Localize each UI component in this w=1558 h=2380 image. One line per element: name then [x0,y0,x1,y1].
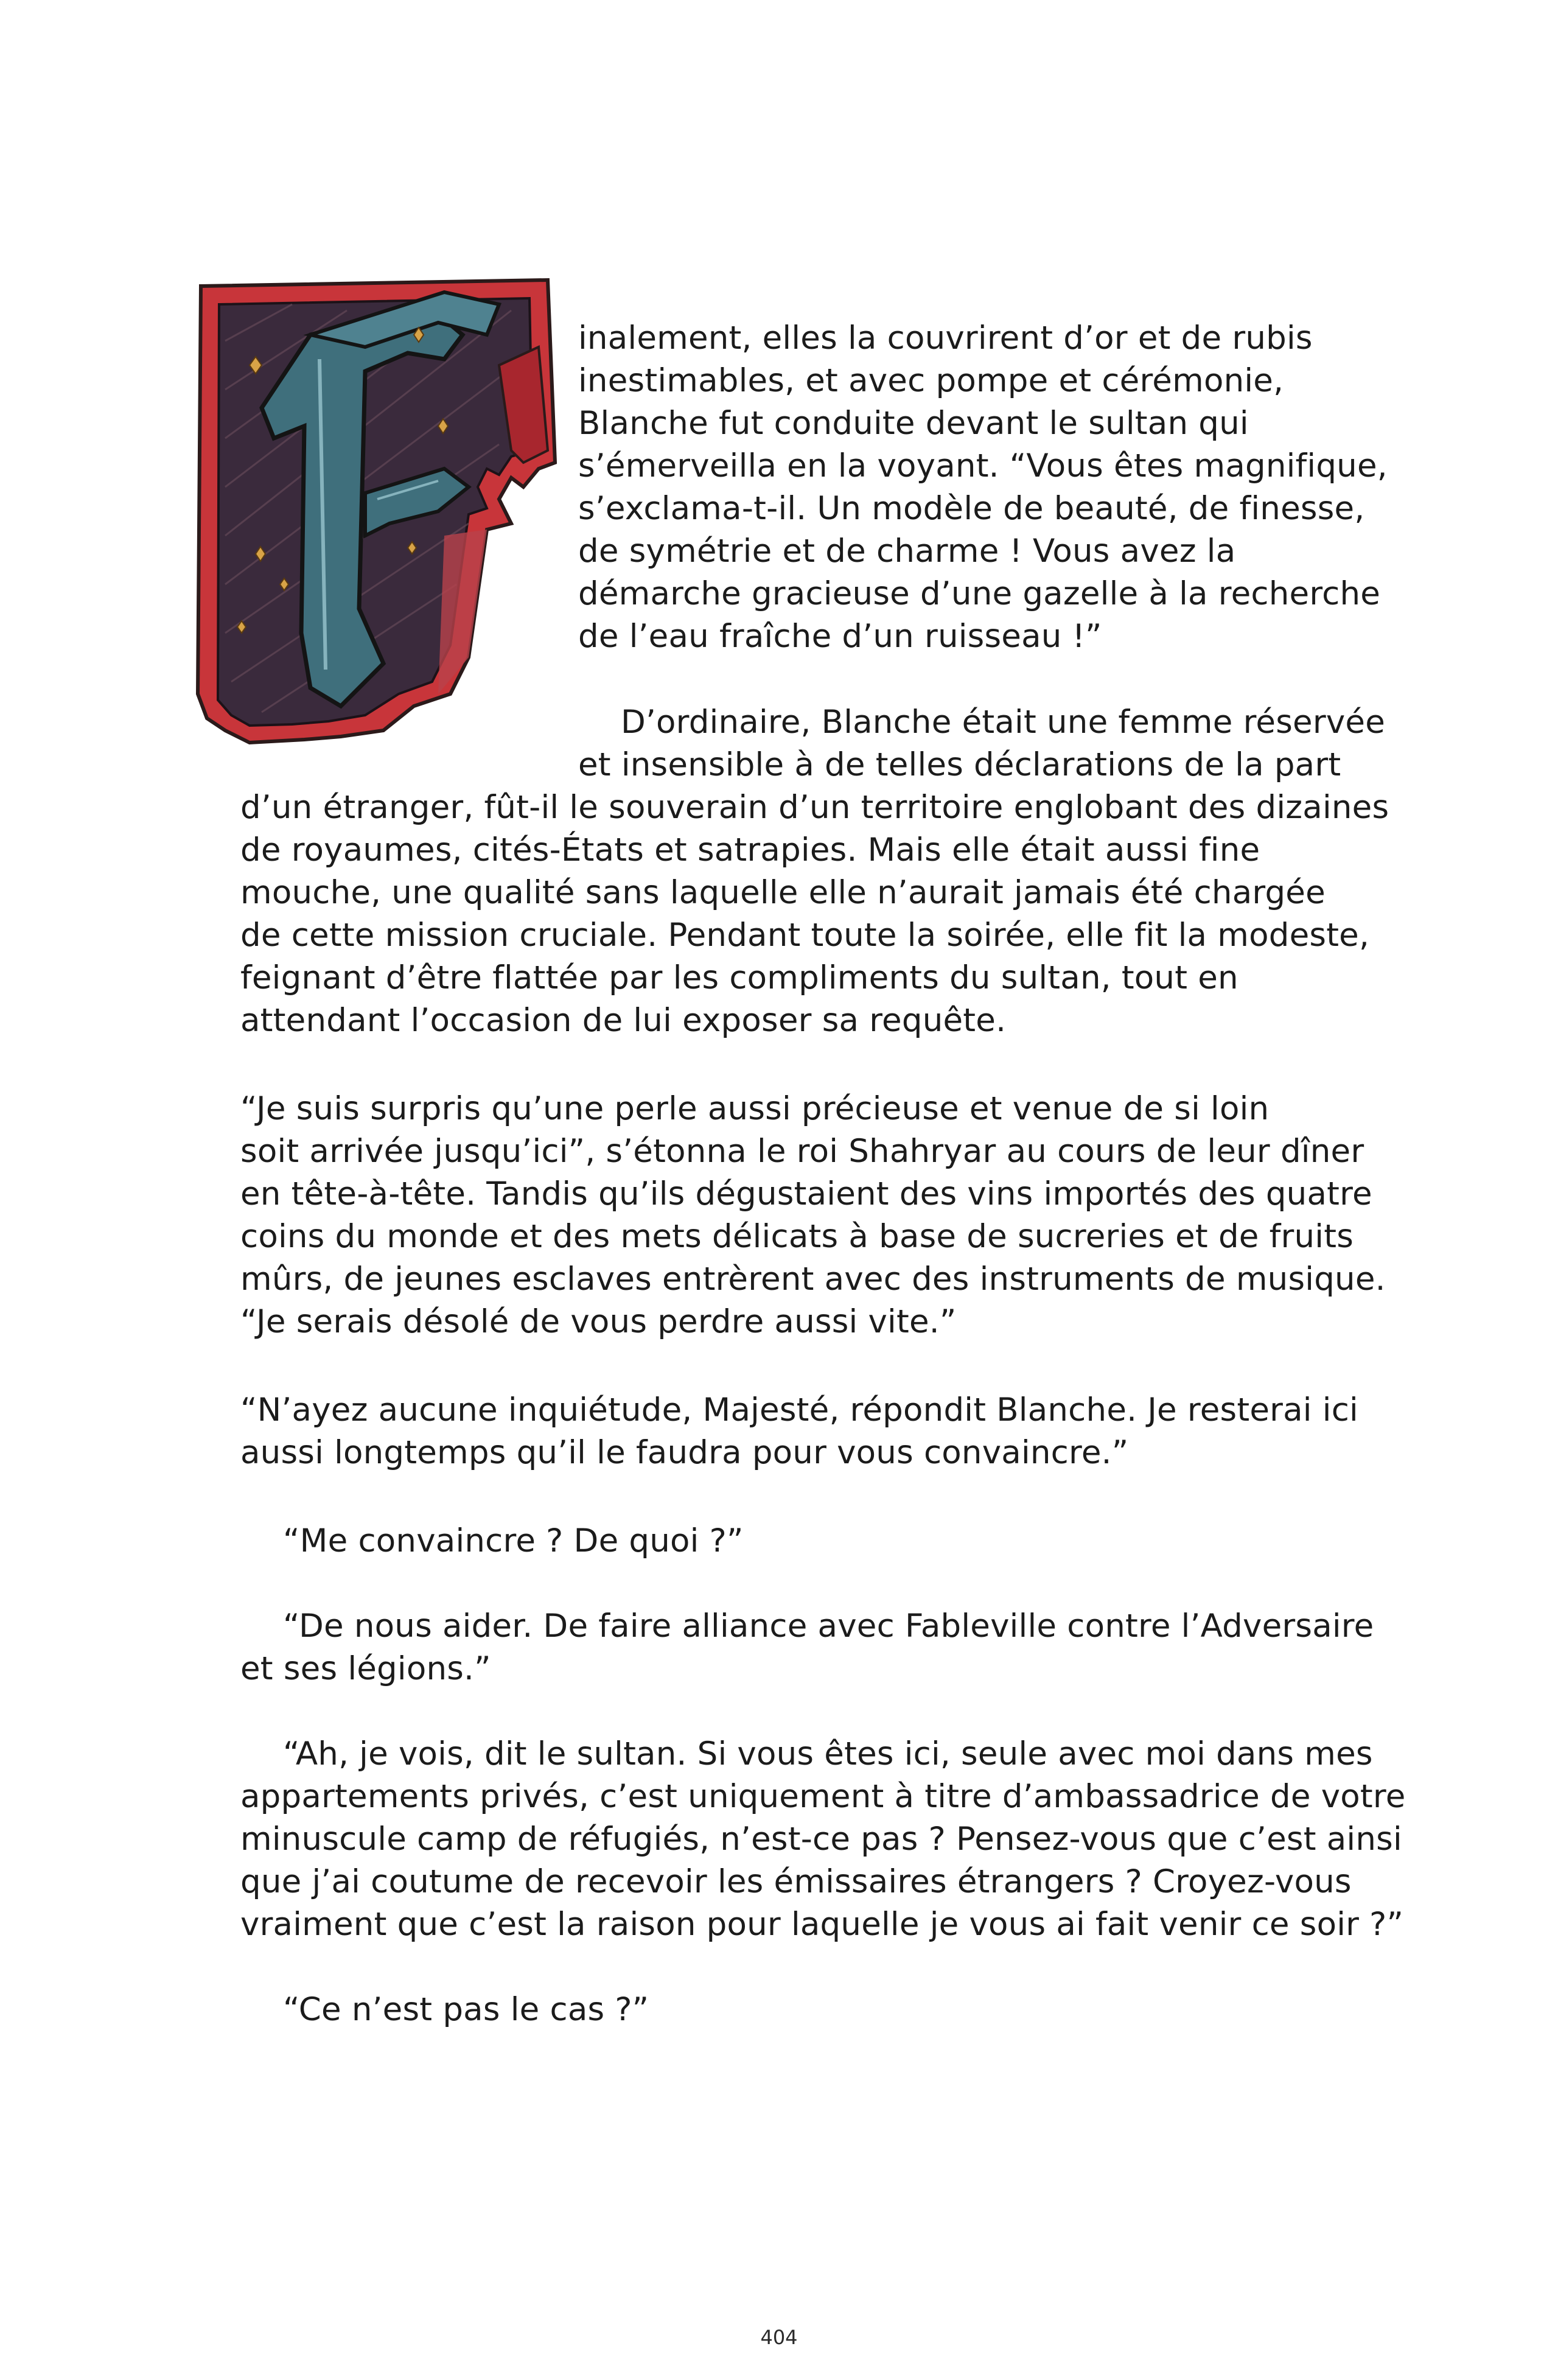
text-line: D’ordinaire, Blanche était une femme réservée [621,704,1386,741]
text-line: “N’ayez aucune inquiétude, Majesté, répondit Blanche. Je resterai ici [240,1391,1358,1429]
text-line: appartements privés, c’est uniquement à titre d’ambassadrice de votre [240,1778,1406,1815]
text-line: attendant l’occasion de lui exposer sa requête. [240,1002,1007,1039]
text-line: “Je suis surpris qu’une perle aussi précieuse et venue de si loin [240,1090,1270,1127]
text-line: s’exclama-t-il. Un modèle de beauté, de finesse, [578,490,1365,527]
text-line: d’un étranger, fût-il le souverain d’un territoire englobant des dizaines [240,789,1389,826]
text-line: vraiment que c’est la raison pour laquelle je vous ai fait venir ce soir ?” [240,1906,1404,1943]
text-line: mouche, une qualité sans laquelle elle n’aurait jamais été chargée [240,874,1326,911]
text-line: s’émerveilla en la voyant. “Vous êtes magnifique, [578,447,1388,485]
text-line: soit arrivée jusqu’ici”, s’étonna le roi Shahryar au cours de leur dîner [240,1133,1364,1170]
text-line: “Je serais désolé de vous perdre aussi vite.” [240,1303,957,1340]
text-line: et ses légions.” [240,1650,491,1687]
text-line: de l’eau fraîche d’un ruisseau !” [578,618,1102,655]
text-line: en tête-à-tête. Tandis qu’ils dégustaient des vins importés des quatre [240,1175,1372,1213]
text-line: inestimables, et avec pompe et cérémonie, [578,362,1284,399]
text-line: “De nous aider. De faire alliance avec Fableville contre l’Adversaire [283,1608,1374,1645]
text-line: de cette mission cruciale. Pendant toute la soirée, elle fit la modeste, [240,917,1370,954]
text-line: de royaumes, cités-États et satrapies. Mais elle était aussi fine [240,831,1260,869]
text-line: coins du monde et des mets délicats à base de sucreries et de fruits [240,1218,1354,1255]
text-line: que j’ai coutume de recevoir les émissaires étrangers ? Croyez-vous [240,1863,1352,1900]
text-line: “Ce n’est pas le cas ?” [283,1991,649,2028]
page-number: 404 [760,2326,798,2349]
text-line: de symétrie et de charme ! Vous avez la [578,533,1236,570]
illuminated-initial-f-icon [183,268,569,746]
text-line: Blanche fut conduite devant le sultan qui [578,405,1249,442]
text-line: démarche gracieuse d’une gazelle à la recherche [578,575,1381,612]
text-line: “Me convaincre ? De quoi ?” [283,1522,744,1559]
text-line: mûrs, de jeunes esclaves entrèrent avec des instruments de musique. [240,1261,1386,1298]
text-line: et insensible à de telles déclarations de la part [578,746,1341,783]
text-line: feignant d’être flattée par les compliments du sultan, tout en [240,959,1238,996]
text-line: “Ah, je vois, dit le sultan. Si vous êtes ici, seule avec moi dans mes [283,1735,1373,1773]
text-line: aussi longtemps qu’il le faudra pour vous convaincre.” [240,1434,1129,1471]
text-line: minuscule camp de réfugiés, n’est-ce pas ? Pensez-vous que c’est ainsi [240,1821,1402,1858]
text-line: inalement, elles la couvrirent d’or et de rubis [578,320,1313,357]
